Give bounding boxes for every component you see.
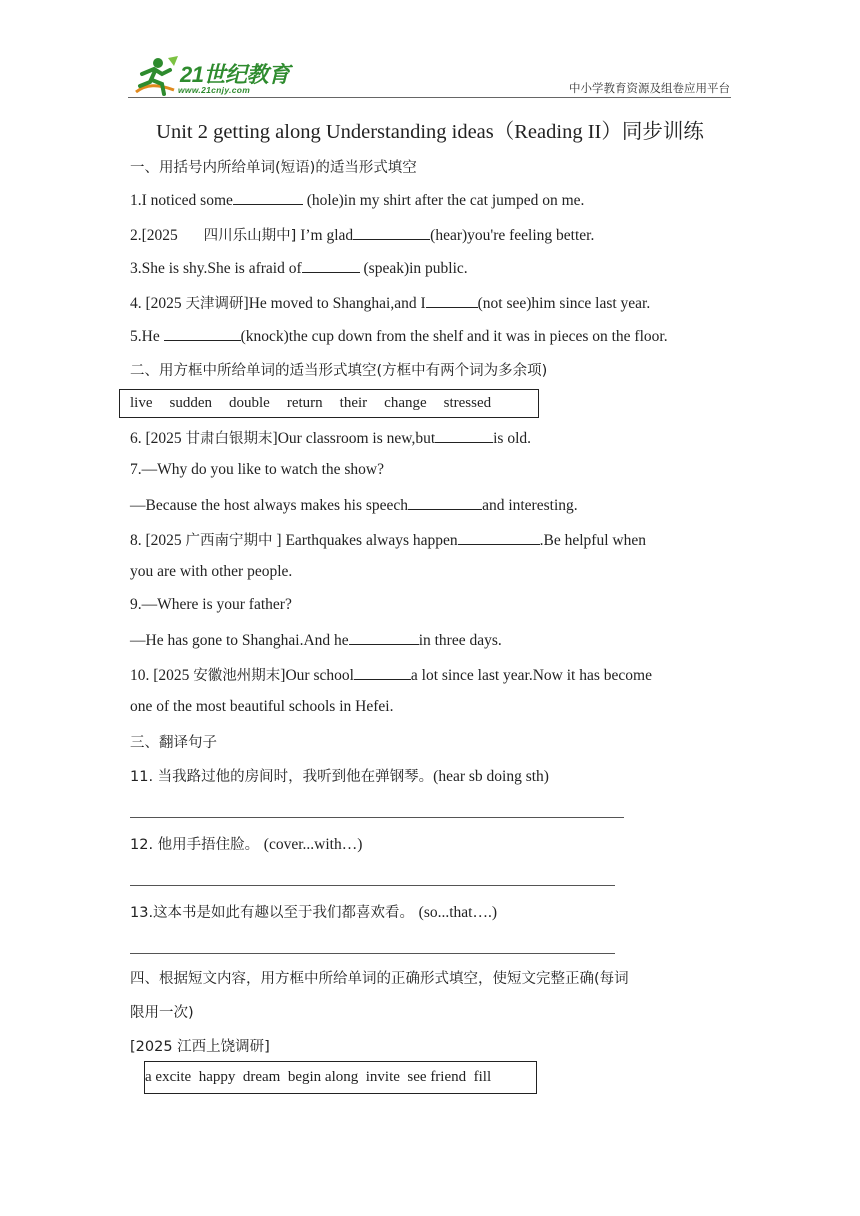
q2-text-mid: I’m glad (296, 227, 354, 244)
q13-hint: (so...that….) (418, 904, 498, 921)
question-10-line2: one of the most beautiful schools in Hefei. (130, 698, 394, 715)
section1-heading: 一、用括号内所给单词(短语)的适当形式填空 (130, 160, 417, 176)
q12-hint: (cover...with…) (263, 836, 363, 853)
question-3 (130, 258, 468, 278)
question-10-line1 (130, 664, 652, 685)
question-4 (130, 292, 650, 313)
q9-blank[interactable] (349, 630, 419, 645)
question-2 (130, 224, 594, 245)
question-5 (130, 326, 668, 346)
q5-text-after: (knock)the cup down from the shelf and it was in pieces on the floor. (240, 328, 668, 345)
word-bank-item: return (286, 395, 323, 411)
q8-blank[interactable] (458, 530, 540, 545)
q5-text-before: 5.He (130, 328, 164, 345)
q11-answer-line[interactable] (130, 817, 624, 818)
q9-text-after: in three days. (418, 632, 502, 649)
q8-text-before: 8. [2025 (130, 532, 186, 549)
runner-logo-icon (128, 54, 180, 98)
word-bank-item: sudden (169, 395, 212, 411)
q6-text-mid: ]Our classroom is new,but (272, 430, 436, 447)
section4-heading-line1: 四、根据短文内容，用方框中所给单词的正确形式填空，使短文完整正确(每词 (130, 971, 629, 987)
q4-text-before: 4. [2025 (130, 295, 186, 312)
question-7-answer (130, 495, 578, 515)
question-9-answer (130, 630, 502, 650)
q6-source: 甘肃白银期末 (185, 431, 273, 447)
q12-answer-line[interactable] (130, 885, 615, 886)
q10-source: 安徽池州期末 (193, 668, 281, 684)
q3-blank[interactable] (302, 258, 360, 273)
q1-text-after: (hole)in my shirt after the cat jumped on me. (302, 192, 585, 209)
q3-text-before: 3.She is shy.She is afraid of (130, 260, 302, 277)
q13-chinese: 13.这本书是如此有趣以至于我们都喜欢看。 (130, 905, 419, 921)
q2-text-before: 2.[2025 (130, 227, 178, 244)
page-title: Unit 2 getting along Understanding ideas（Reading II）同步训练 (156, 121, 704, 143)
question-8-line1 (130, 529, 646, 550)
q3-text-after: (speak)in public. (359, 260, 468, 277)
q11-chinese: 11. 当我路过他的房间时，我听到他在弹钢琴。 (130, 769, 434, 785)
q4-source: 天津调研 (185, 296, 244, 312)
word-bank-box-2 (144, 1061, 537, 1094)
question-6 (130, 427, 531, 448)
q8-source: 广西南宁期中 (185, 533, 273, 549)
site-logo[interactable] (128, 54, 293, 98)
question-7-prompt: 7.—Why do you like to watch the show? (130, 461, 384, 478)
word-bank-box-1 (119, 389, 539, 418)
q4-text-mid: ]He moved to Shanghai,and I (243, 295, 426, 312)
q8-text-mid: ] Earthquakes always happen (272, 532, 458, 549)
q5-blank[interactable] (164, 326, 241, 341)
word-bank-item: change (384, 395, 427, 411)
q10-text-mid: ]Our school (280, 667, 354, 684)
question-8-line2: you are with other people. (130, 563, 293, 580)
q6-blank[interactable] (435, 428, 493, 443)
q7-text-after: and interesting. (482, 497, 578, 514)
word-bank-item: stressed (443, 395, 492, 411)
q7-blank[interactable] (408, 495, 482, 510)
platform-label: 中小学教育资源及组卷应用平台 (569, 81, 730, 95)
q1-text-before: 1.I noticed some (130, 192, 233, 209)
section4-source: [2025 江西上饶调研] (130, 1039, 270, 1055)
question-1 (130, 190, 584, 210)
q10-blank[interactable] (354, 665, 411, 680)
q13-answer-line[interactable] (130, 953, 615, 954)
q2-source: 四川乐山期中] (203, 228, 297, 244)
q4-text-after: (not see)him since last year. (477, 295, 651, 312)
q9-text-before: —He has gone to Shanghai.And he (130, 632, 349, 649)
q4-blank[interactable] (426, 293, 478, 308)
logo-url: www.21cnjy.com (178, 85, 251, 95)
word-bank-2-text: a excite happy dream begin along invite see friend fill (145, 1069, 492, 1085)
q8-text-after: .Be helpful when (539, 532, 646, 549)
q2-text-after: (hear)you're feeling better. (430, 227, 595, 244)
question-9-prompt: 9.—Where is your father? (130, 596, 292, 613)
section4-heading-line2: 限用一次) (130, 1005, 194, 1021)
logo-title: 21世纪教育 (180, 62, 290, 87)
q11-hint: (hear sb doing sth) (433, 768, 549, 785)
word-bank-item: double (229, 395, 270, 411)
section2-heading: 二、用方框中所给单词的适当形式填空(方框中有两个词为多余项) (130, 363, 548, 379)
q10-text-before: 10. [2025 (130, 667, 194, 684)
question-13 (130, 901, 497, 922)
word-bank-item: their (339, 395, 368, 411)
q2-blank[interactable] (353, 225, 430, 240)
q6-text-after: is old. (493, 430, 532, 447)
q12-chinese: 12. 他用手捂住脸。 (130, 837, 264, 853)
question-12 (130, 833, 362, 854)
q7-text-before: —Because the host always makes his speech (130, 497, 409, 514)
q6-text-before: 6. [2025 (130, 430, 186, 447)
q10-text-after: a lot since last year.Now it has become (410, 667, 652, 684)
header-divider (128, 97, 731, 98)
word-bank-item: live (130, 395, 153, 411)
question-11 (130, 765, 549, 786)
section3-heading: 三、翻译句子 (130, 735, 217, 751)
q1-blank[interactable] (233, 190, 303, 205)
